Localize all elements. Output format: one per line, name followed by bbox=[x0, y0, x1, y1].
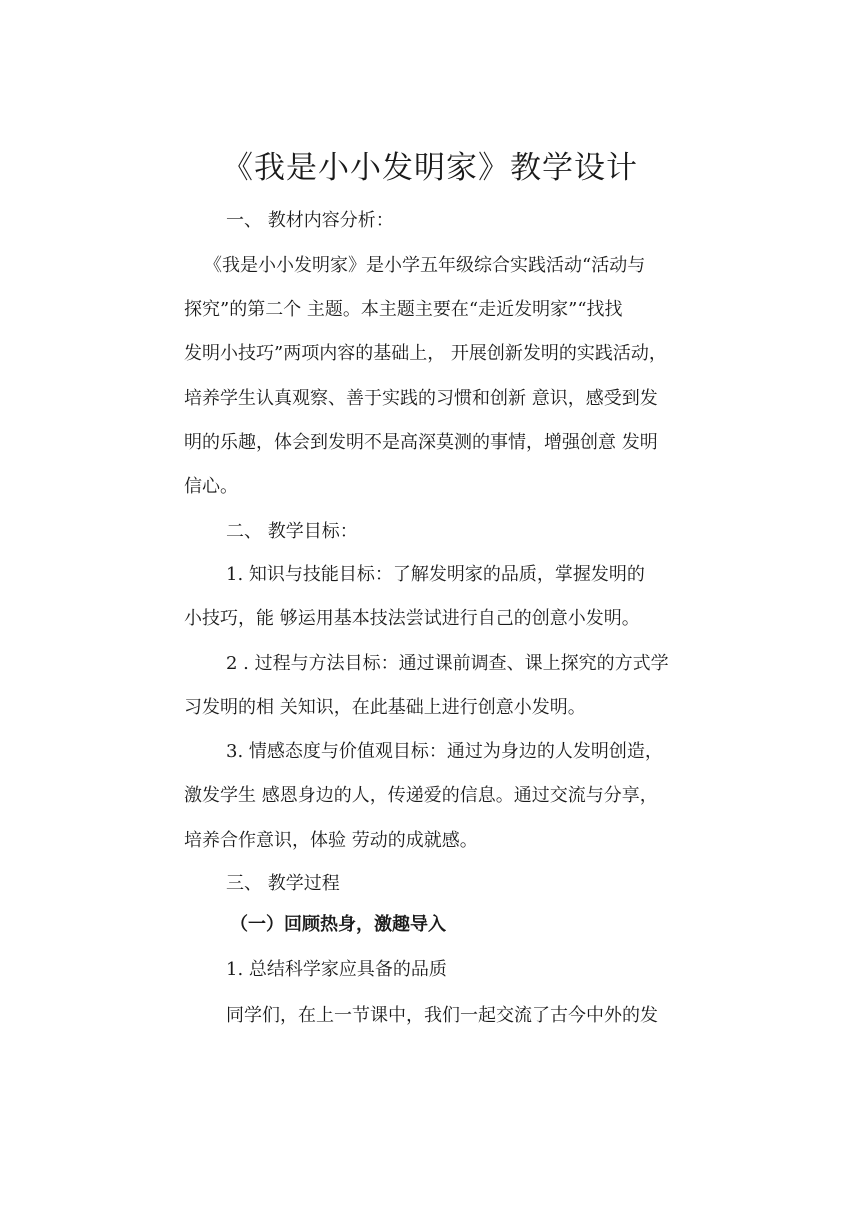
paragraph-line: 《我是小小发明家》是小学五年级综合实践活动“活动与 bbox=[204, 255, 646, 276]
paragraph-line: 发明小技巧”两项内容的基础上， 开展创新发明的实践活动， bbox=[184, 343, 667, 364]
section-heading-1: 一、 教材内容分析： bbox=[226, 210, 394, 231]
paragraph-line: 信心。 bbox=[184, 476, 238, 497]
document-title: 《我是小小发明家》教学设计 bbox=[222, 150, 638, 186]
section-heading-3: 三、 教学过程 bbox=[226, 873, 340, 894]
objective-2-line: 2 . 过程与方法目标：通过课前调查、课上探究的方式学 bbox=[226, 653, 669, 674]
paragraph-line: 小技巧，能 够运用基本技法尝试进行自己的创意小发明。 bbox=[184, 608, 640, 629]
paragraph-line: 培养合作意识，体验 劳动的成就感。 bbox=[184, 830, 478, 851]
objective-1-line: 1. 知识与技能目标：了解发明家的品质，掌握发明的 bbox=[226, 564, 645, 585]
paragraph-line: 习发明的相 关知识，在此基础上进行创意小发明。 bbox=[184, 697, 586, 718]
objective-3-line: 3. 情感态度与价值观目标：通过为身边的人发明创造， bbox=[226, 741, 663, 762]
paragraph-line: 培养学生认真观察、善于实践的习惯和创新 意识，感受到发 bbox=[184, 388, 658, 409]
paragraph-line: 探究”的第二个 主题。本主题主要在“走近发明家”“找找 bbox=[184, 299, 623, 320]
step-heading: 1. 总结科学家应具备的品质 bbox=[226, 959, 447, 980]
paragraph-line: 激发学生 感恩身边的人，传递爱的信息。通过交流与分享， bbox=[184, 785, 658, 806]
paragraph-line: 明的乐趣，体会到发明不是高深莫测的事情，增强创意 发明 bbox=[184, 432, 658, 453]
paragraph-line: 同学们，在上一节课中，我们一起交流了古今中外的发 bbox=[226, 1005, 658, 1026]
subsection-heading: （一）回顾热身，激趣导入 bbox=[230, 914, 446, 935]
section-heading-2: 二、 教学目标： bbox=[226, 521, 358, 542]
